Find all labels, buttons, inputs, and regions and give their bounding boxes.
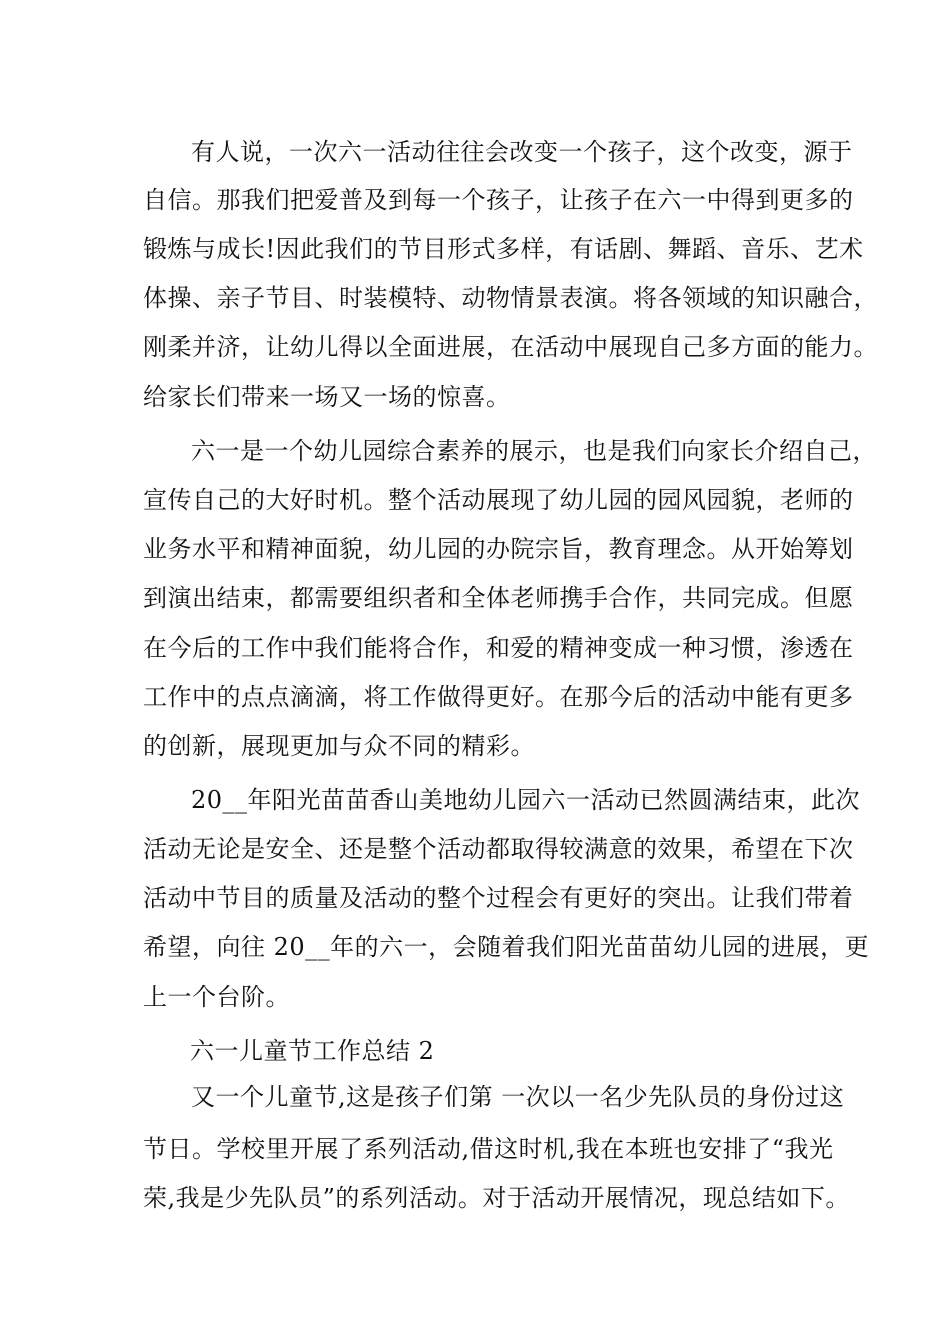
paragraph-4-line-1: 又一个儿童节,这是孩子们第 一次以一名少先队员的身份过这 [191, 1083, 845, 1111]
paragraph-4-line-3: 荣,我是少先队员”的系列活动。对于活动开展情况，现总结如下。 [143, 1184, 850, 1212]
paragraph-4-line-2: 节日。学校里开展了系列活动,借这时机,我在本班也安排了“我光 [143, 1135, 834, 1163]
paragraph-2-line-1: 六一是一个幼儿园综合素养的展示，也是我们向家长介绍自己， [191, 437, 877, 465]
section-heading: 六一儿童节工作总结 2 [190, 1037, 435, 1065]
paragraph-1-line-2: 自信。那我们把爱普及到每一个孩子，让孩子在六一中得到更多的 [143, 186, 854, 214]
paragraph-3-line-2: 活动无论是安全、还是整个活动都取得较满意的效果，希望在下次 [143, 835, 854, 863]
paragraph-1-line-5: 刚柔并济，让幼儿得以全面进展，在活动中展现自己多方面的能力。 [143, 333, 878, 361]
paragraph-1-line-1: 有人说，一次六一活动往往会改变一个孩子，这个改变，源于 [191, 138, 853, 166]
paragraph-2-line-5: 在今后的工作中我们能将合作，和爱的精神变成一种习惯，渗透在 [143, 634, 854, 662]
paragraph-1-line-6: 给家长们带来一场又一场的惊喜。 [143, 383, 511, 411]
paragraph-1-line-3: 锻炼与成长!因此我们的节目形式多样，有话剧、舞蹈、音乐、艺术 [143, 235, 864, 263]
paragraph-2-line-7: 的创新，展现更加与众不同的精彩。 [143, 732, 535, 760]
paragraph-3-line-1: 20__年阳光苗苗香山美地幼儿园六一活动已然圆满结束，此次 [191, 786, 861, 814]
paragraph-3-line-4: 希望，向往 20__年的六一，会随着我们阳光苗苗幼儿园的进展，更 [143, 933, 870, 961]
paragraph-1-line-4: 体操、亲子节目、时装模特、动物情景表演。将各领域的知识融合， [143, 284, 878, 312]
paragraph-3-line-3: 活动中节目的质量及活动的整个过程会有更好的突出。让我们带着 [143, 884, 854, 912]
paragraph-2-line-2: 宣传自己的大好时机。整个活动展现了幼儿园的园风园貌，老师的 [143, 486, 854, 514]
paragraph-2-line-6: 工作中的点点滴滴，将工作做得更好。在那今后的活动中能有更多 [143, 683, 854, 711]
paragraph-3-line-5: 上一个台阶。 [143, 983, 290, 1011]
paragraph-2-line-4: 到演出结束，都需要组织者和全体老师携手合作，共同完成。但愿 [143, 584, 854, 612]
paragraph-2-line-3: 业务水平和精神面貌，幼儿园的办院宗旨，教育理念。从开始筹划 [143, 535, 854, 563]
